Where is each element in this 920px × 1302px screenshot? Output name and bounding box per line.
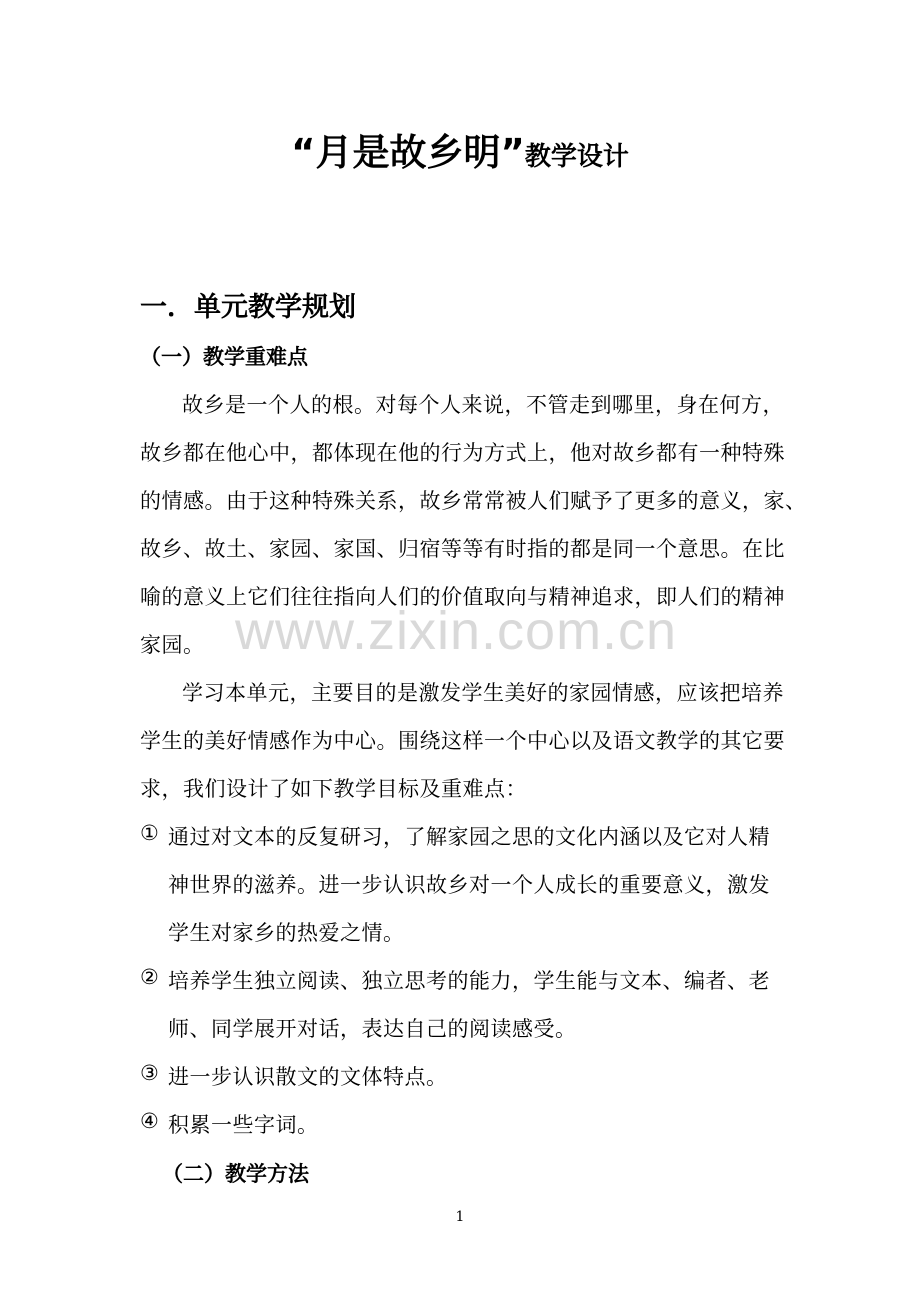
goal-line: 学生对家乡的热爱之情。 [168, 921, 405, 945]
paragraph-line: 故乡都在他心中，都体现在他的行为方式上，他对故乡都有一种特殊 [140, 441, 785, 465]
paragraph-line: 的情感。由于这种特殊关系，故乡常常被人们赋予了更多的意义，家、 [140, 489, 807, 513]
watermark: www.zixin.com.cn [235, 601, 678, 661]
document-title [0, 122, 920, 176]
paragraph-line: 学习本单元，主要目的是激发学生美好的家园情感，应该把培养 [182, 681, 784, 705]
title-sub: 教学设计 [524, 142, 629, 172]
goal-marker: ③ [140, 1061, 160, 1085]
paragraph-line: 喻的意义上它们往往指向人们的价值取向与精神追求，即人们的精神 [140, 585, 785, 609]
paragraph-line: 学生的美好情感作为中心。围绕这样一个中心以及语文教学的其它要 [140, 729, 785, 753]
paragraph-line: 故乡、故土、家园、家国、归宿等等有时指的都是同一个意思。在比 [140, 537, 785, 561]
paragraph-line: 家园。 [140, 633, 205, 657]
subsection-heading-2: （二）教学方法 [162, 1162, 309, 1186]
goal-marker: ④ [140, 1109, 160, 1133]
goal-line: 进一步认识散文的文体特点。 [168, 1065, 448, 1089]
goal-line: 培养学生独立阅读、独立思考的能力，学生能与文本、编者、老 [168, 969, 770, 993]
paragraph-line: 求，我们设计了如下教学目标及重难点： [140, 777, 527, 801]
subsection-heading-1: （一）教学重难点 [140, 345, 308, 369]
section-heading: 一．单元教学规划 [140, 292, 356, 323]
goal-marker: ① [140, 821, 160, 845]
page-number: 1 [455, 1209, 465, 1225]
goal-marker: ② [140, 965, 160, 989]
paragraph-line: 故乡是一个人的根。对每个人来说，不管走到哪里，身在何方， [182, 393, 784, 417]
title-main: “月是故乡明” [291, 131, 525, 174]
goal-line: 积累一些字词。 [168, 1113, 319, 1137]
goal-line: 通过对文本的反复研习，了解家园之思的文化内涵以及它对人精 [168, 825, 770, 849]
goal-line: 神世界的滋养。进一步认识故乡对一个人成长的重要意义，激发 [168, 873, 770, 897]
goal-line: 师、同学展开对话，表达自己的阅读感受。 [168, 1017, 577, 1041]
